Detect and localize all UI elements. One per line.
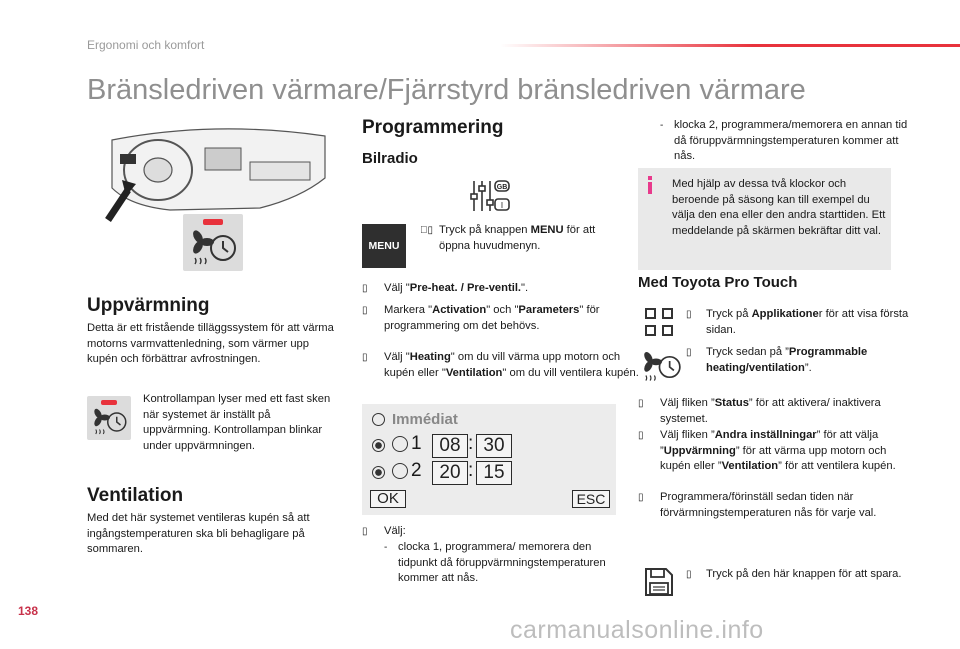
- info-icon: [646, 176, 654, 194]
- ok-button[interactable]: OK: [370, 490, 406, 508]
- radio-settings-icon: [468, 178, 512, 214]
- heading-programmering: Programmering: [362, 117, 504, 138]
- toyota-step2: ▯ Tryck sedan på ”Programmable heating/ventilation”.: [686, 346, 868, 374]
- page-number: 138: [18, 604, 39, 618]
- svg-text:I: I: [500, 201, 504, 210]
- step-choose: ▯ Välj:: [362, 525, 406, 537]
- clock2-minutes[interactable]: 15: [476, 461, 512, 485]
- menu-key: [362, 224, 406, 268]
- fan-clock-tile: [183, 214, 243, 271]
- uppvarmning-text: Detta är ett fristående tilläggssystem för att värma motorns varmvattenledning, som värmer upp kupén och förbättrar avfrostningen.: [87, 322, 334, 365]
- radio-clock2[interactable]: [372, 466, 385, 479]
- save-icon: [644, 567, 674, 597]
- ventilation-text: Med det här systemet ventileras kupén så att ingångstemperaturen ska bli behagligare på sommaren.: [87, 512, 310, 555]
- header-accent-rule: [500, 44, 960, 47]
- radio-clock1[interactable]: [372, 439, 385, 452]
- lamp-text: Kontrollampan lyser med ett fast sken när systemet är inställt på uppvärmning. Kontrollampan blinkar under uppvärmningen.: [143, 393, 331, 452]
- toyota-step6: ▯ Tryck på den här knappen för att spara.: [686, 568, 902, 580]
- toyota-step3: ▯ Välj fliken ”Status” för att aktivera/ inaktivera systemet.: [638, 397, 881, 425]
- clock1-icon: [392, 436, 408, 452]
- radio-immediate[interactable]: [372, 413, 385, 426]
- fan-clock-icon: [189, 228, 239, 268]
- gb-label: GB: [496, 184, 508, 191]
- fan-clock-small-icon: [91, 407, 129, 437]
- step-heating: ▯ Välj "Heating" om du vill värma upp motorn och kupén eller "Ventilation" om du vill ventilera kupén.: [362, 351, 639, 379]
- programming-screen: Immédiat 1 08 : 30 2 20 : 15 OK ESC: [362, 404, 616, 515]
- lamp-icon-tile: [87, 396, 131, 440]
- clock1-number: 1: [411, 433, 422, 454]
- clock1-hours[interactable]: 08: [432, 434, 468, 458]
- choose-clock2: - klocka 2, programmera/memorera en annan tid då föruppvärmningstemperaturen kommer att nås.: [660, 119, 908, 162]
- toyota-step5: ▯ Programmera/förinställ sedan tiden när förvärmningstemperaturen nås för varje val.: [638, 491, 877, 519]
- clock2-number: 2: [411, 460, 422, 481]
- section-label: Ergonomi och komfort: [87, 38, 205, 52]
- fan-clock-icon-right: [640, 350, 684, 384]
- toyota-step4: ▯ Välj fliken ”Andra inställningar” för att välja ”Uppvärmning” för att värma upp motorn och kupén eller ”Ventilation” för att ventilera kupén.: [638, 429, 896, 472]
- immediate-label: Immédiat: [392, 411, 458, 428]
- heading-bilradio: Bilradio: [362, 150, 418, 167]
- watermark: carmanualsonline.info: [510, 616, 764, 644]
- choose-clock1: - clocka 1, programmera/ memorera den tidpunkt då föruppvärmningstemperaturen kommer att nås.: [384, 541, 606, 584]
- indicator-lamp-small: [101, 400, 117, 405]
- indicator-lamp: [203, 219, 223, 225]
- dashboard-illustration: [100, 118, 330, 228]
- page-title: Bränsledriven värmare/Fjärrstyrd bränsledriven värmare: [87, 74, 806, 106]
- clock2-icon: [392, 463, 408, 479]
- toyota-step1: ▯ Tryck på Applikationer för att visa första sidan.: [686, 308, 909, 336]
- step-menu: ▯ Tryck på knappen MENU för att öppna huvudmenyn.: [420, 224, 596, 252]
- esc-button[interactable]: ESC: [572, 490, 610, 508]
- heading-uppvarmning: Uppvärmning: [87, 295, 210, 316]
- step-activation: ▯ Markera "Activation" och "Parameters" för programmering om det behövs.: [362, 304, 600, 332]
- clock1-minutes[interactable]: 30: [476, 434, 512, 458]
- grid-app-icon: [644, 307, 674, 337]
- clock2-hours[interactable]: 20: [432, 461, 468, 485]
- step-preheat: ▯ Välj "Pre-heat. / Pre-ventil.".: [362, 282, 529, 294]
- info-text: Med hjälp av dessa två klockor och beroende på säsong kan till exempel du välja den ena eller den andra starttiden. Ett meddelande på skärmen bekräftar ditt val.: [672, 178, 886, 237]
- heading-toyota: Med Toyota Pro Touch: [638, 274, 798, 291]
- info-box: [638, 168, 891, 270]
- heading-ventilation: Ventilation: [87, 485, 184, 506]
- menu-key-label: MENU: [368, 240, 400, 252]
